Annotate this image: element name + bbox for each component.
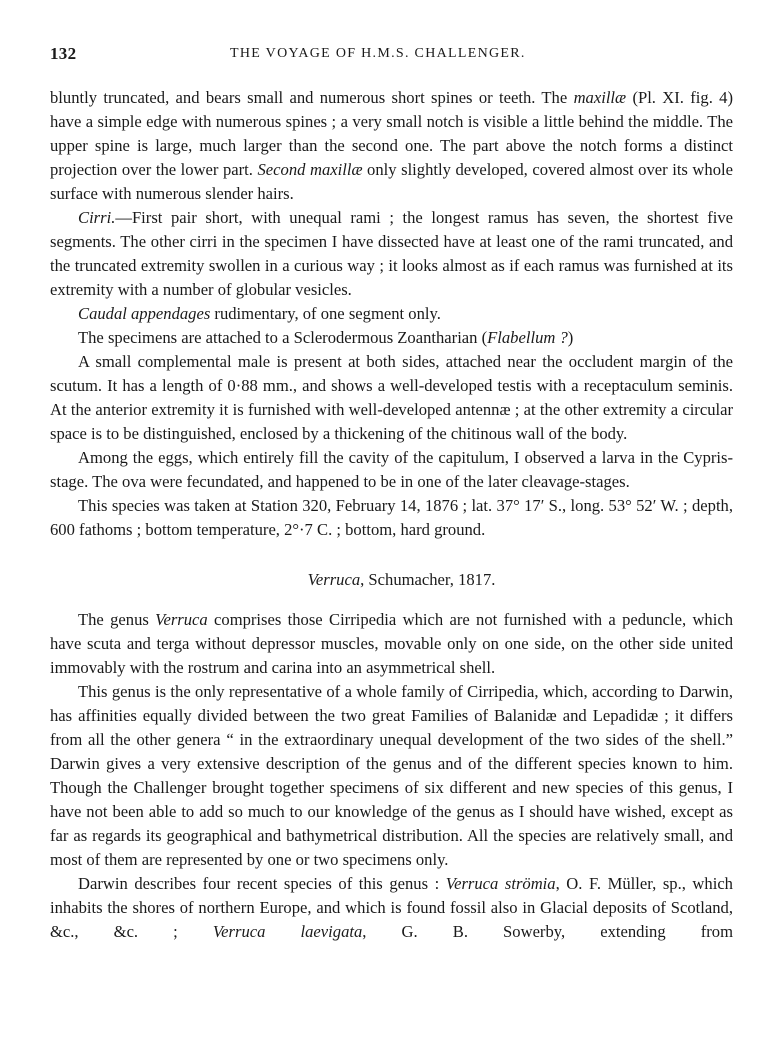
paragraph	[50, 608, 733, 680]
text-run: bluntly truncated, and bears small and numerous short spines or teeth. The	[50, 88, 574, 107]
text-run: , O. F. Müller, sp., which inhabits the shores of northern Europe, and which is found fossil also in Glacial deposits of Scotland, &c., &c. ;	[50, 874, 733, 941]
page-number: 132	[50, 44, 77, 63]
text-run: only slightly developed, covered almost over its whole surface with numerous slender hairs.	[50, 160, 733, 203]
italic-term: Verruca	[155, 610, 208, 629]
text-run: A small complemental male is present at both sides, attached near the occludent margin of the scutum. It has a length of 0·88 mm., and shows a well-developed testis with a receptaculum seminis. At the anterior extremity it is furnished with well-developed antennæ ; at the other extremity a circular space is to be distinguished, enclosed by a thickening of the chitinous wall of the body.	[50, 352, 733, 443]
text-run: The specimens are attached to a Sclerodermous Zoantharian (	[78, 328, 488, 347]
italic-term: Cirri.	[78, 208, 116, 227]
italic-term: Second maxillæ	[257, 160, 363, 179]
section-heading	[50, 568, 733, 592]
paragraph	[50, 446, 733, 494]
italic-term: Flabellum ?	[487, 328, 568, 347]
text-run: This species was taken at Station 320, February 14, 1876 ; lat. 37° 17′ S., long. 53° 52′ W. ; depth, 600 fathoms ; bottom temperature, 2°·7 C. ; bottom, hard ground.	[50, 496, 733, 539]
paragraph	[50, 326, 733, 350]
text-run: rudimentary, of one segment only.	[210, 304, 441, 323]
text-run: Among the eggs, which entirely fill the cavity of the capitulum, I observed a larva in the Cypris-stage. The ova were fecundated, and happened to be in one of the later cleavage-stages.	[50, 448, 733, 491]
paragraph	[50, 872, 733, 944]
genus-authority: , Schumacher, 1817.	[360, 570, 496, 589]
page-body	[50, 86, 733, 944]
italic-term: maxillæ	[573, 88, 627, 107]
genus-name: Verruca	[307, 570, 361, 589]
page-header	[50, 44, 733, 68]
text-run: , G. B. Sowerby, extending from	[362, 922, 734, 941]
text-run: This genus is the only representative of a whole family of Cirripedia, which, according to Darwin, has affinities equally divided between the two great Families of Balanidæ and Lepadidæ ; it differs from all the other genera “ in the extraordinary unequal development of the two sides of the shell.” Darwin gives a very extensive description of the genus and of the different species known to him. Though the Challenger brought together specimens of six different and new species of this genus, I have not been able to add so much to our knowledge of the genus as I should have wished, except as far as regards its geographical and bathymetrical distribution. All the species are relatively small, and most of them are represented by one or two specimens only.	[50, 682, 733, 869]
italic-term: Caudal appendages	[78, 304, 211, 323]
text-run: comprises those Cirripedia which are not furnished with a peduncle, which have scuta and terga without depressor muscles, movable only on one side, on the other side united immovably with the rostrum and carina into an asymmetrical shell.	[50, 610, 733, 677]
paragraph	[50, 350, 733, 446]
paragraph	[50, 206, 733, 302]
text-run: Darwin describes four recent species of this genus :	[78, 874, 446, 893]
paragraph	[50, 302, 733, 326]
running-title: THE VOYAGE OF H.M.S. CHALLENGER.	[230, 46, 526, 61]
text-run: (Pl. XI. fig. 4) have a simple edge with numerous spines ; a very small notch is visible a little behind the middle. The upper spine is large, much larger than the second one. The part above the notch forms a distinct projection over the lower part.	[50, 88, 733, 179]
paragraph	[50, 494, 733, 542]
text-run: )	[567, 328, 574, 347]
italic-term: Verruca laevigata	[212, 922, 363, 941]
paragraph	[50, 680, 733, 872]
genus-description	[50, 608, 733, 944]
italic-term: Verruca strömia	[445, 874, 556, 893]
species-description	[50, 86, 733, 542]
text-run: The genus	[78, 610, 156, 629]
paragraph	[50, 86, 733, 206]
text-run: —First pair short, with unequal rami ; the longest ramus has seven, the shortest five segments. The other cirri in the specimen I have dissected have at least one of the rami truncated, and the truncated extremity swollen in a curious way ; it looks almost as if each ramus was furnished at its extremity with a number of globular vesicles.	[50, 208, 733, 299]
